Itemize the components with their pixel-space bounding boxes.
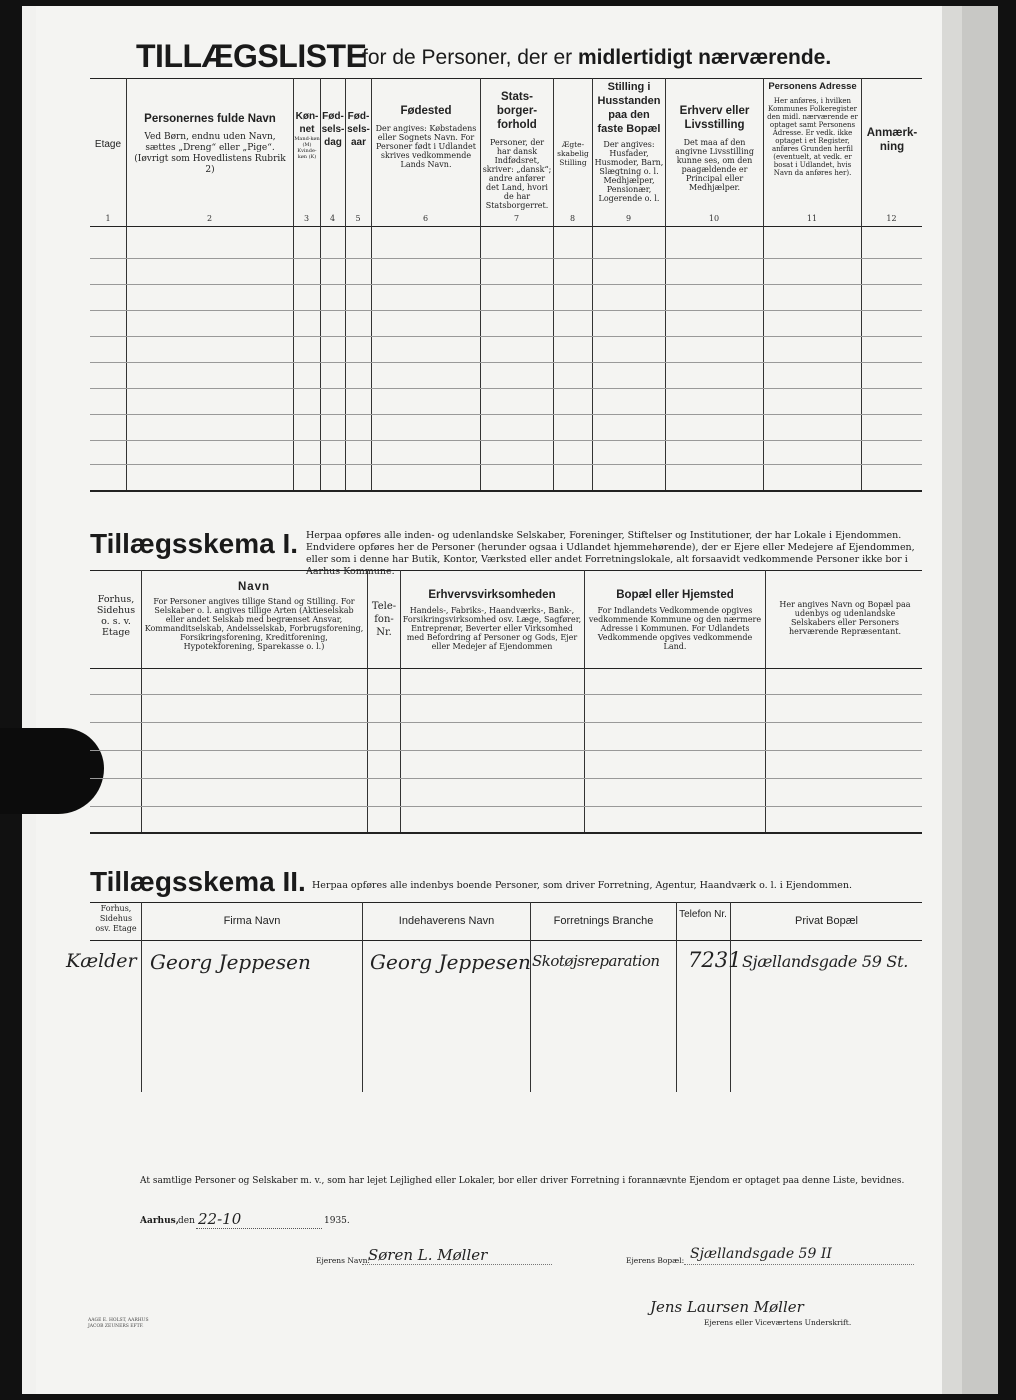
skema1-bottom-rule [90, 832, 922, 834]
col-number: 8 [569, 214, 576, 223]
table1-bottom-rule [90, 490, 922, 492]
s2-row-telefon: 7231 [688, 948, 742, 972]
page-subtitle [362, 46, 831, 70]
t1-header-title: Personens Adresse [768, 81, 857, 92]
t1-header-title: Personernes fulde Navn [144, 113, 276, 125]
table1-header-rule [90, 226, 922, 227]
binding-edge [962, 6, 998, 1394]
t1-header-desc: Der angives: Husfader, Husmoder, Barn, Slægtning o. l. Medhjælper, Pensionær, Logerende o. l. [594, 140, 664, 203]
col-number: 9 [625, 214, 632, 223]
skema2-header-rule [90, 940, 922, 941]
s2-header-indehaver: Indehaverens Navn [398, 915, 495, 927]
t1-row-rule [90, 388, 922, 389]
s1-row-rule [90, 722, 922, 723]
printer-imprint: AAGE E. HOLST, AARHUS JACOB ZEUNERS EFTF. [88, 1318, 149, 1329]
s1-header-navn [144, 580, 364, 651]
t1-header-title: Anmærk-ning [866, 127, 918, 153]
t1-header-koen [294, 110, 320, 160]
s1-header-etage: Forhus, Sidehus o. s. v. Etage [96, 594, 136, 638]
next-page-edge [942, 6, 962, 1394]
s1-header-desc: For Personer angives tillige Stand og Stilling. For Selskaber o. l. angives tillige Arten (Aktieselskab eller andet Selskab med begrænset Ansvar, Kommanditselskab, Andelsselskab, Forbrugsforening, Forsikringsforening, Kreditforening, Hypotekforening, Sparekasse o. l.) [144, 597, 364, 651]
t1-header-title: Erhverv eller Livsstilling [679, 105, 750, 131]
t1-header-title: Stats-borger-forhold [496, 91, 538, 131]
s1-header-title: Bopæl eller Hjemsted [616, 589, 734, 601]
t1-row-rule [90, 310, 922, 311]
t1-header-adresse [765, 80, 860, 177]
s2-row-indehaver: Georg Jeppesen [370, 950, 531, 974]
t1-header-title: Stilling i Husstanden paa den faste Bopæl [597, 81, 661, 135]
t1-header-title: Ægte-skabelig Stilling [557, 140, 589, 167]
t1-header-desc: Det maa af den angivne Livsstilling kunne ses, om den paagældende er Principal eller Medhjælper. [675, 138, 754, 192]
s1-col-divider [400, 570, 401, 832]
skema1-top-rule [90, 570, 922, 571]
attestation-statement: At samtlige Personer og Selskaber m. v., som har lejet Lejlighed eller Lokaler, bor eller driver Forretning i forannævnte Ejendom er optaget paa denne Liste, bevidnes. [140, 1176, 905, 1186]
t1-header-desc: Ved Børn, endnu uden Navn, sættes „Dreng“ eller „Pige“. (Iøvrigt som Hovedlistens Rubrik 2) [134, 132, 286, 175]
s1-row-rule [90, 806, 922, 807]
t1-header-title: Køn-net [295, 111, 319, 135]
owner-address-handwritten: Sjællandsgade 59 II [690, 1246, 832, 1262]
skema1-header-rule [90, 668, 922, 669]
t1-header-foedselsdag [321, 110, 345, 149]
col-number: 4 [329, 214, 336, 223]
t1-header-desc: Her anføres, i hvilken Kommunes Folkeregister den midl. nærværende er optaget samt Personens Adresse. Er vedk. ikke optaget i et Register, anføres Grunden herfil (eventuelt, at vedk. er bosat i Udlandet, hvis Navn da anføres her). [767, 97, 858, 177]
s2-col-divider [730, 902, 731, 1092]
t1-header-desc: Der angives: Købstadens eller Sognets Navn. For Personer født i Udlandet skrives vedkommende Lands Navn. [375, 124, 477, 169]
s2-row-branche: Skotøjsreparation [532, 952, 660, 970]
s2-header-privat-bopael: Privat Bopæl [795, 915, 858, 927]
t1-row-rule [90, 362, 922, 363]
t1-header-erhverv [667, 104, 762, 192]
col-number: 5 [355, 214, 361, 223]
s1-col-divider [584, 570, 585, 832]
col-number: 6 [422, 214, 429, 223]
signature-label: Ejerens eller Viceværtens Underskrift. [704, 1318, 852, 1327]
s1-header-repraesentant: Her angives Navn og Bopæl paa udenbys og udenlandske Selskabers eller Personers herværende Repræsentant. [779, 600, 911, 636]
skema1-title: Tillægsskema I. [90, 528, 299, 559]
s1-row-rule [90, 694, 922, 695]
s2-header-branche: Forretnings Branche [553, 915, 654, 927]
col-number: 7 [513, 214, 520, 223]
t1-row-rule [90, 464, 922, 465]
t1-row-rule [90, 336, 922, 337]
s2-col-divider [141, 902, 142, 1092]
s1-header-desc: For Indlandets Vedkommende opgives vedkommende Kommune og den nærmere Adresse i Kommunen. For Udlandets Vedkommende opgives vedkommende Land. [588, 606, 762, 651]
t1-header-etage [90, 140, 126, 149]
s1-col-divider [141, 570, 142, 832]
s2-header-telefon: Telefon Nr. [679, 909, 727, 920]
skema2-description: Herpaa opføres alle indenbys boende Personer, som driver Forretning, Agentur, Haandværk o. l. i Ejendommen. [312, 880, 852, 891]
s1-header-erhverv [402, 588, 582, 651]
subtitle-bold: midlertidigt nærværende. [577, 46, 832, 69]
skema1-description: Herpaa opføres alle inden- og udenlandske Selskaber, Foreninger, Stiftelser og Institutioner, der har Lokale i Ejendommen. Endvidere opføres her de Personer (herunder ogsaa i Udlandet hjemmehørende), der er Ejere eller Medejere af Ejendommen, eller som i denne har Butik, Kontor, Værksted eller andet Forretningslokale, alt forsaavidt vedkommende Personer ikke bor i Aarhus Kommune. [306, 530, 915, 577]
skema2-top-rule [90, 902, 922, 903]
place-label: Aarhus, [140, 1216, 179, 1226]
s1-row-rule [90, 778, 922, 779]
col-number: 2 [206, 214, 213, 223]
col-number: 11 [806, 214, 818, 223]
s2-col-divider [530, 902, 531, 1092]
s1-header-title: Navn [237, 581, 271, 593]
t1-header-title: Fød-sels-dag [321, 111, 345, 148]
t1-row-rule [90, 284, 922, 285]
year-label: 1935. [324, 1216, 350, 1226]
t1-header-title: Fødested [400, 105, 452, 117]
page-title: TILLÆGSLISTE [136, 38, 367, 74]
t1-header-anmaerkning [863, 126, 921, 154]
s2-col-divider [362, 902, 363, 1092]
s2-row-firma: Georg Jeppesen [150, 950, 311, 974]
s1-header-desc: Handels-, Fabriks-, Haandværks-, Bank-, Forsikringsvirksomhed osv. Læge, Sagfører, Entreprenør, Beverter eller Virksomhed med Befordring af Personer og Gods, Ejer eller Medejer af Ejendommen [402, 606, 582, 651]
subtitle-plain: for de Personer, der er [362, 46, 573, 69]
s1-header-telefon: Tele-fon-Nr. [371, 601, 397, 638]
s2-header-firma: Firma Navn [223, 915, 281, 927]
t1-row-rule [90, 440, 922, 441]
t1-header-foedselsaar [346, 110, 371, 149]
t1-header-navn [130, 112, 290, 176]
s1-header-bopael [587, 588, 763, 651]
t1-header-title: Fød-sels-aar [347, 111, 370, 148]
signature-handwritten: Jens Laursen Møller [650, 1298, 804, 1316]
date-line [196, 1228, 322, 1229]
t1-header-aegteskab [554, 140, 592, 167]
s2-row-etage: Kælder [66, 950, 137, 972]
t1-header-desc: Personer, der har dansk Indfødsret, skriver: „dansk“; andre anfører det Land, hvori de har Statsborgerret. [482, 138, 552, 210]
thumb-shadow [0, 728, 104, 814]
s1-header-title: Erhvervsvirksomheden [428, 589, 556, 601]
table1-top-rule [90, 78, 922, 79]
s2-col-divider [676, 902, 677, 1092]
owner-name-handwritten: Søren L. Møller [368, 1246, 488, 1264]
s2-header-etage: Forhus, Sidehus osv. Etage [95, 904, 137, 933]
date-den-label: den [178, 1216, 195, 1226]
s1-col-divider [765, 570, 766, 832]
owner-address-line [684, 1264, 914, 1265]
col-number: 3 [303, 214, 310, 223]
s2-row-bopael: Sjællandsgade 59 St. [742, 952, 908, 971]
col-number: 10 [708, 214, 720, 223]
t1-header-title: Etage [94, 139, 122, 150]
t1-row-rule [90, 414, 922, 415]
owner-name-line [362, 1264, 552, 1265]
t1-header-statsborger [482, 90, 552, 210]
date-handwritten: 22-10 [198, 1210, 242, 1228]
col-number: 12 [886, 214, 897, 223]
col-number: 1 [105, 214, 111, 223]
skema2-title: Tillægsskema II. [90, 866, 306, 897]
t1-header-stilling [594, 80, 664, 203]
t1-header-desc: Mand-køn (M) Kvinde-køn (K) [294, 136, 320, 160]
owner-name-label: Ejerens Navn: [316, 1256, 370, 1265]
owner-address-label: Ejerens Bopæl: [626, 1256, 685, 1265]
t1-header-foedested [374, 104, 478, 169]
t1-row-rule [90, 258, 922, 259]
s1-row-rule [90, 750, 922, 751]
